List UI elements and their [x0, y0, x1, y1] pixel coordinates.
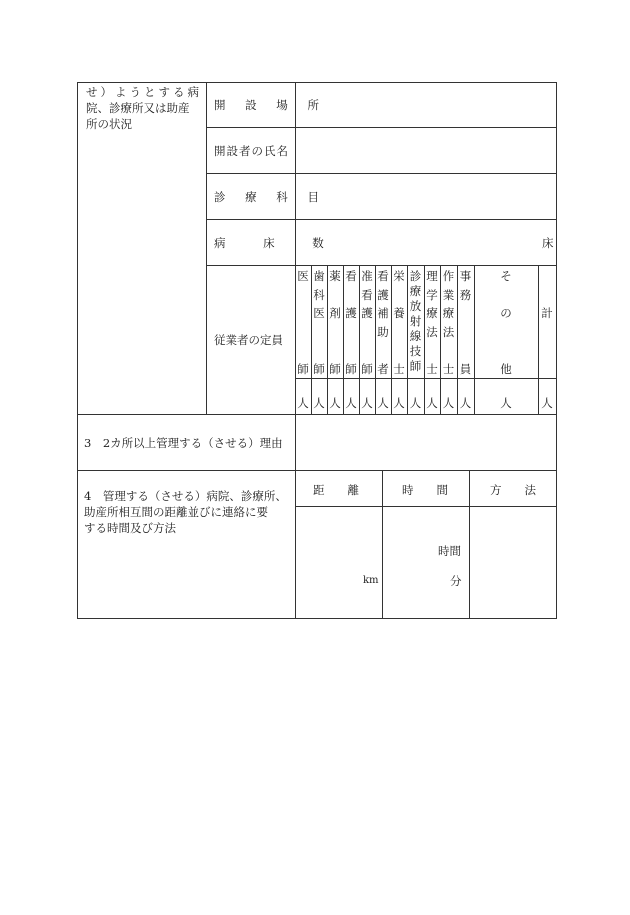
staff-column-char: 看 — [345, 269, 357, 283]
staff-unit: 人 — [377, 396, 389, 410]
staff-unit: 人 — [313, 396, 325, 410]
staff-column-char: 医 — [297, 269, 309, 283]
staff-column-char: 護 — [345, 306, 357, 320]
departments-label: 診 療 科 目 — [214, 190, 327, 204]
staff-column-char: 補 — [377, 306, 389, 320]
row-line-4 — [206, 265, 557, 266]
staff-column-char: そ — [500, 269, 512, 283]
time-field[interactable] — [383, 507, 469, 617]
location-field[interactable] — [296, 83, 556, 127]
distance-header: 距 離 — [313, 483, 359, 497]
staff-unit: 人 — [500, 396, 512, 410]
staff-column-char: 作 — [442, 269, 455, 283]
staff-label: 従業者の定員 — [214, 333, 283, 347]
staff-column-char: 射 — [409, 314, 422, 328]
staff-column-char: 技 — [409, 344, 422, 358]
staff-column-char: 者 — [377, 361, 389, 376]
section3-label: 3 2カ所以上管理する（させる）理由 — [84, 436, 283, 450]
staff-column-char: 剤 — [329, 306, 341, 320]
staff-column — [359, 268, 375, 376]
section4-label-line3: する時間及び方法 — [84, 521, 176, 535]
staff-column-char: 他 — [500, 361, 512, 376]
staff-column-char: 歯 — [313, 269, 325, 283]
km-unit: km — [363, 575, 379, 586]
staff-column-char: 准 — [361, 269, 373, 283]
staff-column-char: 師 — [345, 361, 357, 376]
staff-column — [474, 268, 538, 376]
section2-label-line1: せ）ようとする病 — [86, 85, 202, 99]
staff-column-char: 看 — [361, 287, 373, 302]
staff-column-char: 業 — [442, 287, 455, 302]
staff-column-char: 栄 — [393, 269, 405, 283]
beds-field[interactable] — [296, 220, 536, 265]
staff-column — [375, 268, 391, 376]
hours-unit: 時間 — [438, 544, 461, 558]
distance-field[interactable] — [296, 507, 382, 617]
staff-column-char: 科 — [313, 287, 325, 302]
section4-label-line2: 助産所相互間の距離並びに連絡に要 — [84, 505, 268, 519]
staff-column-char: 看 — [377, 269, 389, 283]
staff-column-char: 療 — [442, 306, 455, 320]
staff-column-char: 士 — [426, 361, 438, 376]
staff-unit: 人 — [541, 396, 553, 410]
staff-column — [327, 268, 343, 376]
method-field[interactable] — [470, 507, 556, 617]
founder-field[interactable] — [296, 128, 556, 173]
staff-column — [407, 268, 424, 376]
location-label: 開 設 場 所 — [214, 98, 327, 112]
staff-column-char: 療 — [426, 306, 438, 320]
staff-column — [311, 268, 327, 376]
staff-column-char: 事 — [459, 269, 472, 283]
section4-top-line — [77, 470, 557, 471]
table-border-bottom — [77, 618, 557, 619]
staff-column — [391, 268, 407, 376]
staff-column-char: 線 — [409, 329, 422, 343]
staff-column — [457, 268, 474, 376]
method-header: 方 法 — [490, 483, 536, 497]
staff-column-char: 学 — [426, 287, 438, 302]
staff-column-char: 医 — [313, 306, 325, 320]
staff-unit: 人 — [409, 396, 422, 410]
staff-column-char: 護 — [361, 306, 373, 320]
table-border-right — [556, 82, 557, 619]
staff-column-char: 師 — [361, 361, 373, 376]
section2-label-line3: 所の状況 — [86, 117, 132, 131]
staff-unit: 人 — [361, 396, 373, 410]
staff-column-char: 療 — [409, 284, 422, 298]
staff-column-char: 務 — [459, 287, 472, 302]
staff-unit: 人 — [442, 396, 455, 410]
staff-column — [424, 268, 440, 376]
table-border-left — [77, 82, 78, 619]
staff-unit: 人 — [393, 396, 405, 410]
staff-column — [343, 268, 359, 376]
beds-unit: 床 — [542, 236, 554, 250]
staff-column-char: 薬 — [329, 269, 341, 283]
staff-unit-line — [295, 378, 557, 379]
staff-column-char: 士 — [393, 361, 405, 376]
staff-column-char: 士 — [442, 361, 455, 376]
staff-column — [538, 268, 556, 376]
staff-column-char: 放 — [409, 299, 422, 313]
section2-label-divider — [206, 82, 207, 415]
staff-column-char: 法 — [426, 324, 438, 339]
staff-column — [295, 268, 311, 376]
minutes-unit: 分 — [450, 574, 462, 588]
staff-unit: 人 — [297, 396, 309, 410]
staff-column — [440, 268, 457, 376]
staff-column-char: 師 — [313, 361, 325, 376]
founder-label: 開設者の氏名 — [214, 144, 289, 158]
departments-field[interactable] — [296, 174, 556, 219]
staff-column-char: 養 — [393, 306, 405, 320]
staff-column-char: 師 — [329, 361, 341, 376]
staff-unit: 人 — [345, 396, 357, 410]
staff-column-char: 師 — [297, 361, 309, 376]
staff-column-char: 助 — [377, 324, 389, 339]
staff-column-char: 法 — [442, 324, 455, 339]
staff-unit: 人 — [459, 396, 472, 410]
staff-column-char: 理 — [426, 269, 438, 283]
staff-unit: 人 — [426, 396, 438, 410]
section4-label-line1: 4 管理する（させる）病院、診療所、 — [84, 489, 287, 503]
staff-column-char: 員 — [459, 361, 472, 376]
beds-label: 病 床 数 — [214, 236, 341, 250]
staff-column-char: 計 — [541, 306, 553, 320]
staff-unit: 人 — [329, 396, 341, 410]
time-header: 時 間 — [402, 483, 448, 497]
section2-label-line2: 院、診療所又は助産 — [86, 101, 190, 115]
staff-column-char: 診 — [409, 269, 422, 283]
reason-field[interactable] — [296, 415, 556, 470]
staff-column-char: 護 — [377, 287, 389, 302]
staff-column-char: の — [500, 306, 512, 320]
staff-column-char: 師 — [409, 359, 422, 373]
